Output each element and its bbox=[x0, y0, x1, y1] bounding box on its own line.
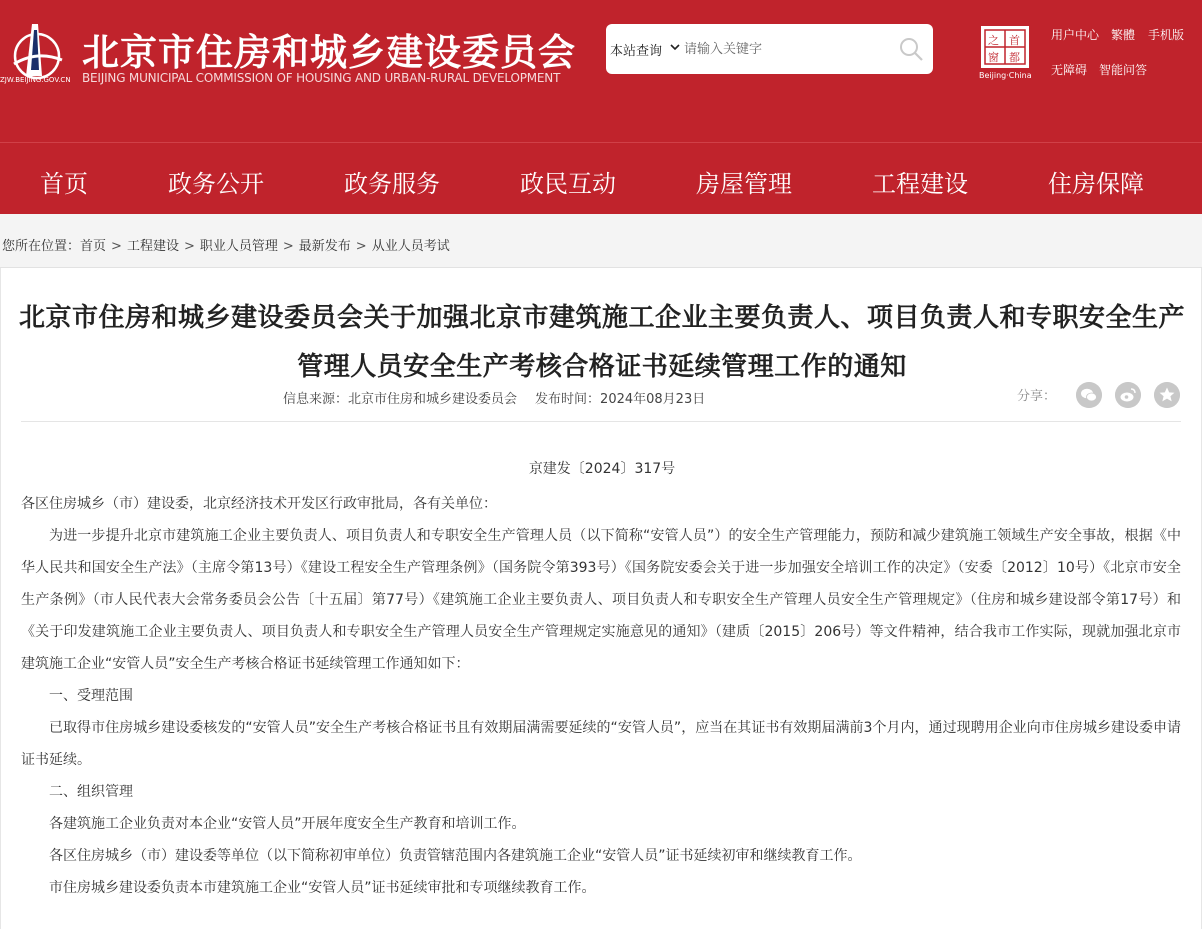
paragraph-intro: 为进一步提升北京市建筑施工企业主要负责人、项目负责人和专职安全生产管理人员（以下简称“安管人员”）的安全生产管理能力，预防和减少建筑施工领域生产安全事故，根据《中华人民共和国安全生产法》（主席令第13号）《建设工程安全生产管理条例》（国务院令第393号）《国务院安委会关于进一步加强安全培训工作的决定》（安委〔2012〕10号）《北京市安全生产条例》（市人民代表大会常务委员会公告〔十五届〕第77号）《建筑施工企业主要负责人、项目负责人和专职安全生产管理人员安全生产管理规定》（住房和城乡建设部令第17号）和《关于印发建筑施工企业主要负责人、项目负责人和专职安全生产管理人员安全生产管理规定实施意见的通知》（建质〔2015〕206号）等文件精神，结合我市工作实际，现就加强北京市建筑施工企业“安管人员”安全生产考核合格证书延续管理工作通知如下： bbox=[21, 528, 1181, 672]
traditional-chinese-link[interactable]: 繁體 bbox=[1111, 28, 1136, 42]
breadcrumb-item-exam[interactable]: 从业人员考试 bbox=[371, 239, 450, 254]
article bbox=[0, 268, 1202, 929]
site-subtitle: BEIJING MUNICIPAL COMMISSION OF HOUSING AND URBAN-RURAL DEVELOPMENT bbox=[82, 71, 561, 85]
search-box bbox=[606, 24, 933, 74]
nav-item-construction[interactable]: 工程建设 bbox=[872, 170, 968, 198]
share-label: 分享： bbox=[1017, 389, 1057, 404]
nav-item-housing-management[interactable]: 房屋管理 bbox=[696, 170, 792, 198]
date-label: 发布时间： bbox=[535, 392, 601, 407]
breadcrumb-item-construction[interactable]: 工程建设 bbox=[126, 239, 179, 254]
user-center-link[interactable]: 用户中心 bbox=[1051, 28, 1100, 42]
nav-item-home[interactable]: 首页 bbox=[40, 170, 88, 198]
source-value: 北京市住房和城乡建设委员会 bbox=[348, 392, 518, 407]
svg-text:之: 之 bbox=[988, 34, 999, 47]
svg-text:窗: 窗 bbox=[988, 51, 999, 64]
site-header bbox=[0, 0, 1202, 142]
svg-text:都: 都 bbox=[1009, 51, 1020, 64]
paragraph-organization-2: 各区住房城乡（市）建设委等单位（以下简称初审单位）负责管辖范围内各建筑施工企业“安管人员”证书延续初审和继续教育工作。 bbox=[49, 848, 862, 864]
section-heading-organization: 二、组织管理 bbox=[49, 784, 133, 800]
wechat-icon[interactable] bbox=[1076, 382, 1102, 408]
search-scope-select[interactable]: 本站查询 bbox=[610, 44, 663, 59]
section-heading-scope: 一、受理范围 bbox=[49, 688, 133, 704]
search-icon[interactable] bbox=[898, 36, 924, 62]
breadcrumb-item-personnel[interactable]: 职业人员管理 bbox=[199, 239, 278, 254]
breadcrumb-item-home[interactable]: 首页 bbox=[80, 239, 107, 254]
weibo-icon[interactable] bbox=[1115, 382, 1141, 408]
article-title: 北京市住房和城乡建设委员会关于加强北京市建筑施工企业主要负责人、项目负责人和专职安全生产管理人员安全生产考核合格证书延续管理工作的通知 bbox=[18, 303, 1185, 382]
date-value: 2024年08月23日 bbox=[600, 392, 706, 407]
breadcrumb-item-latest[interactable]: 最新发布 bbox=[298, 239, 351, 254]
breadcrumb bbox=[0, 214, 1202, 268]
paragraph-organization-1: 各建筑施工企业负责对本企业“安管人员”开展年度安全生产教育和培训工作。 bbox=[49, 816, 526, 832]
breadcrumb-separator: > bbox=[183, 239, 195, 254]
nav-item-interaction[interactable]: 政民互动 bbox=[520, 170, 616, 198]
article-meta bbox=[283, 388, 705, 407]
accessibility-link[interactable]: 无障碍 bbox=[1051, 63, 1088, 77]
site-title[interactable]: 北京市住房和城乡建设委员会 bbox=[82, 31, 576, 74]
breadcrumb-separator: > bbox=[111, 239, 122, 254]
paragraph-scope: 已取得市住房城乡建设委核发的“安管人员”安全生产考核合格证书且有效期届满需要延续的“安管人员”，应当在其证书有效期届满前3个月内，通过现聘用企业向市住房城乡建设委申请证书延续。 bbox=[21, 720, 1181, 768]
capital-logo-caption: Beijing·China bbox=[979, 71, 1032, 80]
breadcrumb-separator: > bbox=[355, 239, 367, 254]
mobile-version-link[interactable]: 手机版 bbox=[1148, 28, 1185, 42]
paragraph-addressee: 各区住房城乡（市）建设委，北京经济技术开发区行政审批局，各有关单位： bbox=[21, 496, 497, 512]
smart-qa-link[interactable]: 智能问答 bbox=[1099, 63, 1148, 77]
document-number: 京建发〔2024〕317号 bbox=[528, 461, 676, 477]
chevron-down-icon[interactable] bbox=[670, 42, 680, 52]
source-label: 信息来源： bbox=[283, 392, 349, 407]
svg-text:首: 首 bbox=[1009, 34, 1020, 47]
nav-item-housing-security[interactable]: 住房保障 bbox=[1048, 170, 1144, 198]
star-icon[interactable] bbox=[1154, 382, 1180, 408]
article-body bbox=[21, 488, 1181, 904]
search-input[interactable] bbox=[684, 37, 884, 61]
logo-url-text: ZJW.BEIJING.GOV.CN bbox=[0, 76, 71, 84]
breadcrumb-prefix: 您所在位置： bbox=[2, 239, 81, 254]
nav-item-government-services[interactable]: 政务服务 bbox=[344, 170, 440, 198]
breadcrumb-separator: > bbox=[282, 239, 294, 254]
nav-item-government-affairs[interactable]: 政务公开 bbox=[168, 170, 264, 198]
main-nav bbox=[0, 142, 1202, 214]
divider bbox=[21, 421, 1181, 422]
commission-logo-icon[interactable] bbox=[4, 20, 70, 84]
paragraph-organization-3: 市住房城乡建设委负责本市建筑施工企业“安管人员”证书延续审批和专项继续教育工作。 bbox=[49, 880, 596, 896]
